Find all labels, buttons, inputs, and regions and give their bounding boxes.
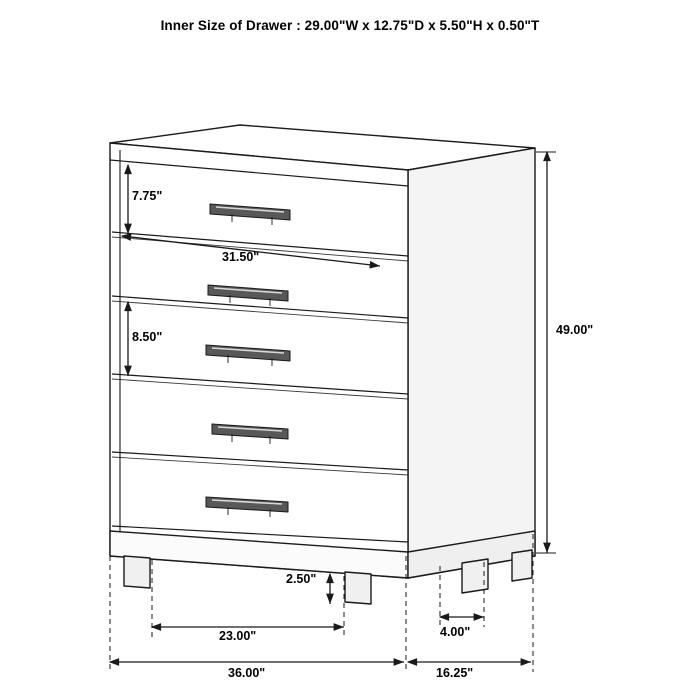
- label-leg-width: 4.00": [440, 625, 471, 639]
- label-drawer-inner-width: 31.50": [222, 250, 260, 264]
- page-title: Inner Size of Drawer : 29.00"W x 12.75"D x 5.50"H x 0.50"T: [160, 18, 540, 33]
- leg-front-left: [124, 556, 150, 588]
- label-top-drawer-height: 7.75": [132, 189, 163, 203]
- leg-front-right: [345, 572, 371, 604]
- label-leg-span: 23.00": [219, 629, 257, 643]
- chest-right-side-panel: [408, 148, 535, 578]
- label-total-width: 36.00": [228, 666, 266, 680]
- dimline-total-height: [536, 152, 556, 553]
- label-drawer-height: 8.50": [132, 330, 163, 344]
- label-leg-height: 2.50": [286, 572, 317, 586]
- leg-rear-right: [512, 550, 532, 581]
- label-total-depth: 16.25": [436, 666, 474, 680]
- label-total-height: 49.00": [556, 323, 594, 337]
